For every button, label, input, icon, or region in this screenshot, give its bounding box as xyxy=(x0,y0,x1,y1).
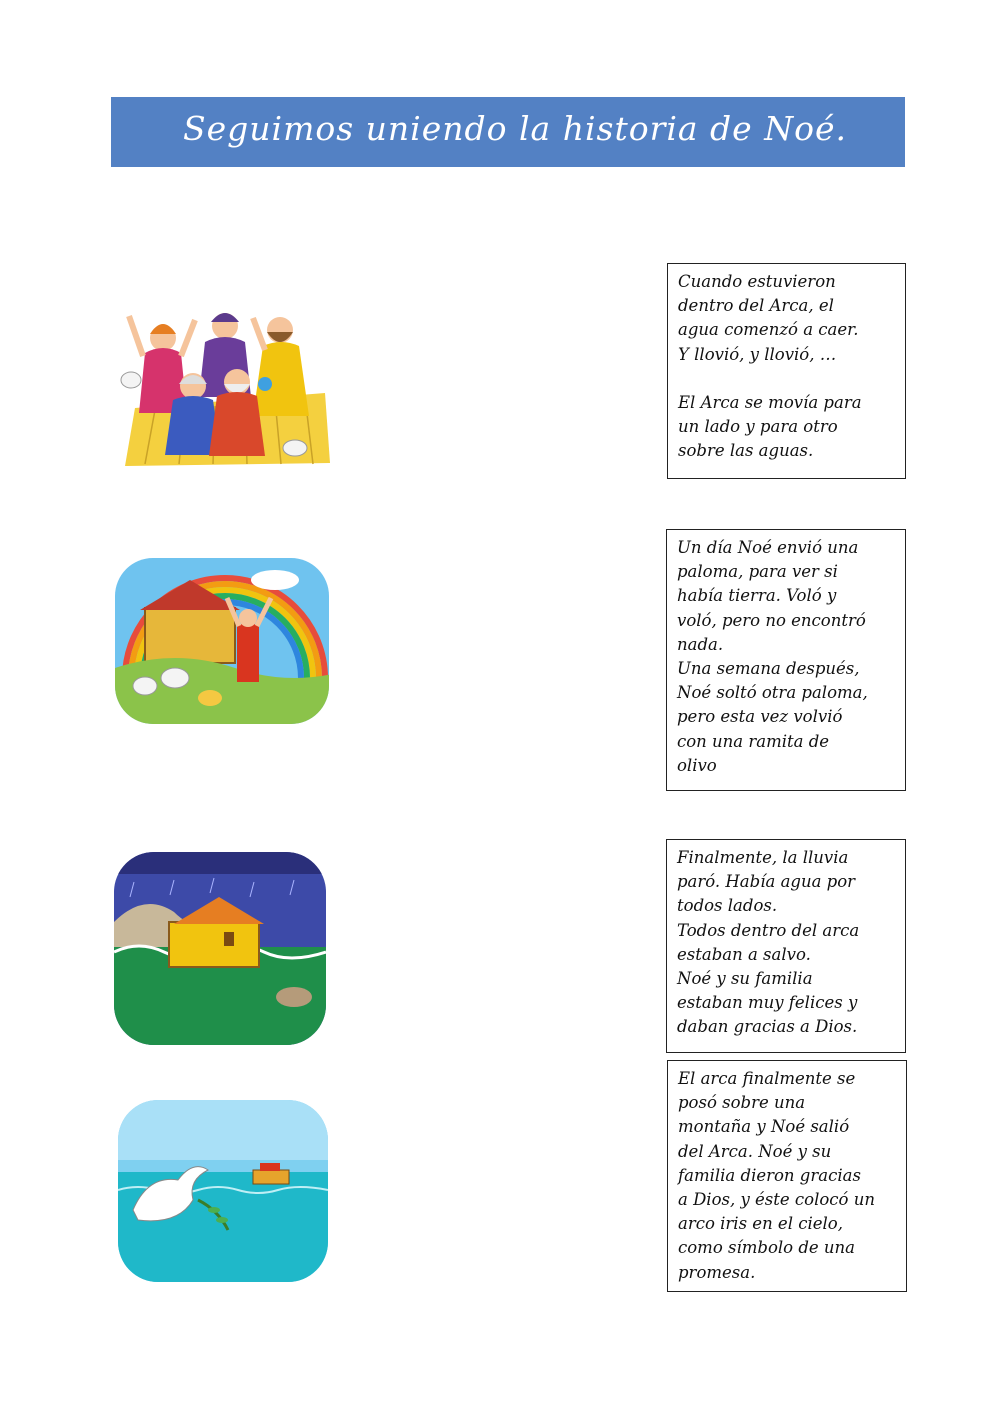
story-box-3 xyxy=(666,839,906,1053)
story-box-2-text: Un día Noé envió una paloma, para ver si había tierra. Voló y voló, pero no encontró nada. Una semana después, Noé soltó otra paloma, pero esta vez volvió con una ramita de olivo xyxy=(677,538,868,775)
story-box-1-text-1: Cuando estuvieron dentro del Arca, el agua comenzó a caer. Y llovió, y llovió, … xyxy=(678,272,859,364)
story-box-4-text: El arca finalmente se posó sobre una montaña y Noé salió del Arca. Noé y su familia dieron gracias a Dios, y éste colocó un arco iris en el cielo, como símbolo de una promesa. xyxy=(678,1069,875,1282)
noah-rainbow-ark-picture xyxy=(115,558,329,724)
ark-in-storm-picture xyxy=(114,852,326,1045)
story-box-2 xyxy=(666,529,906,791)
dove-olive-branch-picture xyxy=(118,1100,328,1282)
story-box-3-text: Finalmente, la lluvia paró. Había agua por todos lados. Todos dentro del arca estaban a salvo. Noé y su familia estaban muy felices y daban gracias a Dios. xyxy=(677,848,860,1037)
story-box-1-text-2: El Arca se movía para un lado y para otro sobre las aguas. xyxy=(678,392,862,461)
title-bar xyxy=(111,97,905,167)
page-title: Seguimos uniendo la historia de Noé. xyxy=(183,109,847,148)
family-praying-picture xyxy=(115,298,335,468)
story-box-4 xyxy=(667,1060,907,1292)
story-box-1 xyxy=(667,263,906,479)
